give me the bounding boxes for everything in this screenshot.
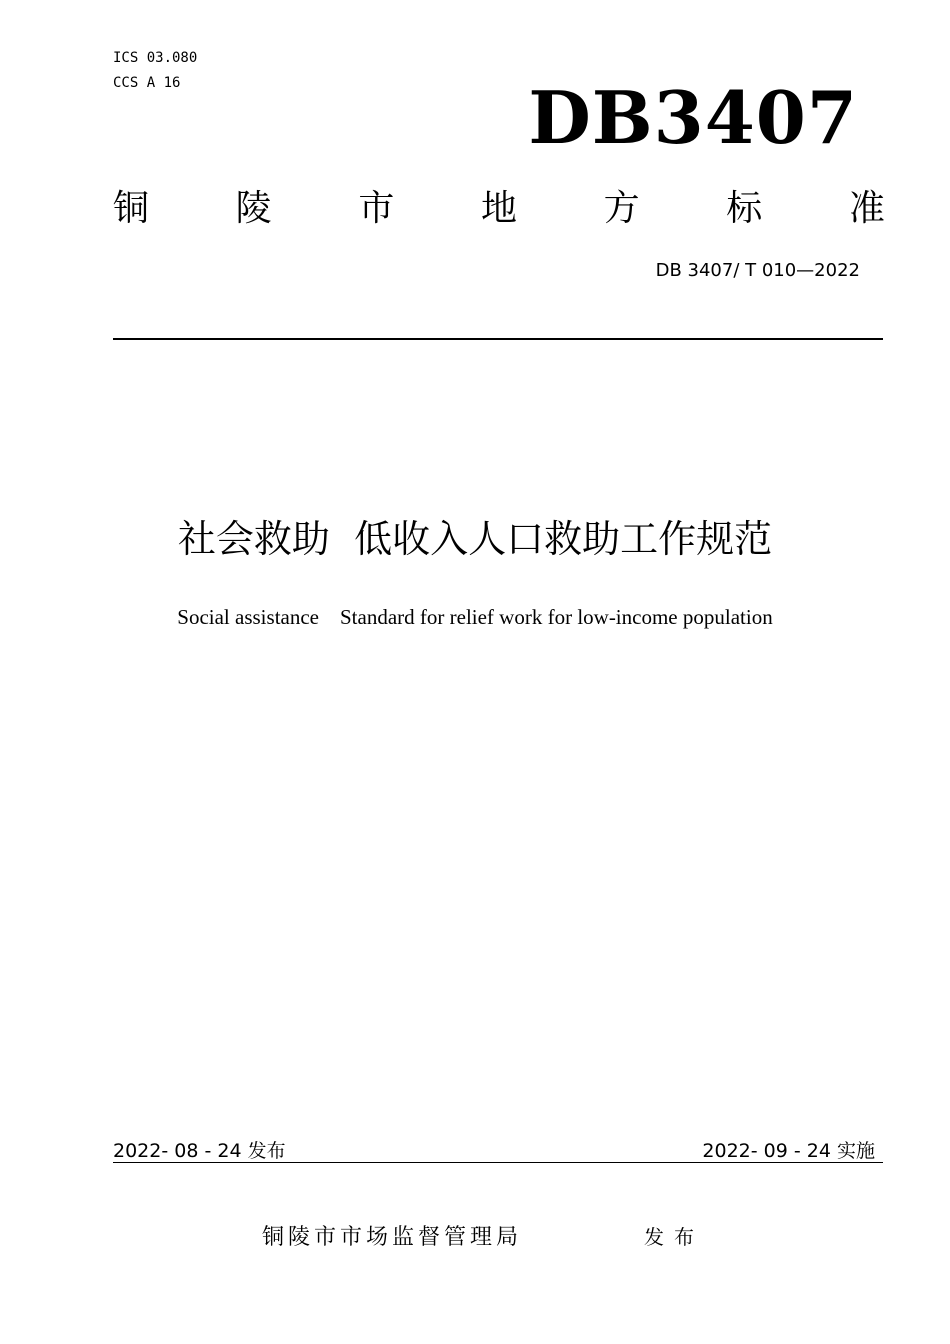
publisher-name: 铜陵市市场监督管理局	[262, 1225, 523, 1250]
standard-type-char: 准	[848, 188, 885, 229]
publish-label: 发布	[644, 1225, 704, 1249]
standard-type-char: 地	[480, 188, 517, 229]
implementation-date: 2022- 09 - 24 实施	[702, 1140, 875, 1162]
standard-type-char: 方	[603, 188, 640, 229]
standard-type-char: 陵	[235, 188, 272, 229]
ics-code: ICS 03.080	[113, 50, 198, 66]
standard-type-char: 铜	[113, 188, 150, 229]
standard-type-char: 市	[358, 188, 395, 229]
standard-code-large: DB3407	[528, 75, 858, 160]
footer-divider	[113, 1162, 883, 1163]
document-title-english: Social assistance Standard for relief work for low-income population	[177, 605, 773, 629]
standard-type-heading	[113, 185, 885, 233]
standard-number: DB 3407/ T 010—2022	[655, 260, 860, 281]
document-title-chinese: 社会救助 低收入人口救助工作规范	[177, 517, 773, 561]
header-divider	[113, 338, 883, 340]
standard-type-char: 标	[726, 188, 763, 229]
issue-date: 2022- 08 - 24 发布	[113, 1140, 286, 1162]
ccs-code: CCS A 16	[113, 75, 181, 91]
